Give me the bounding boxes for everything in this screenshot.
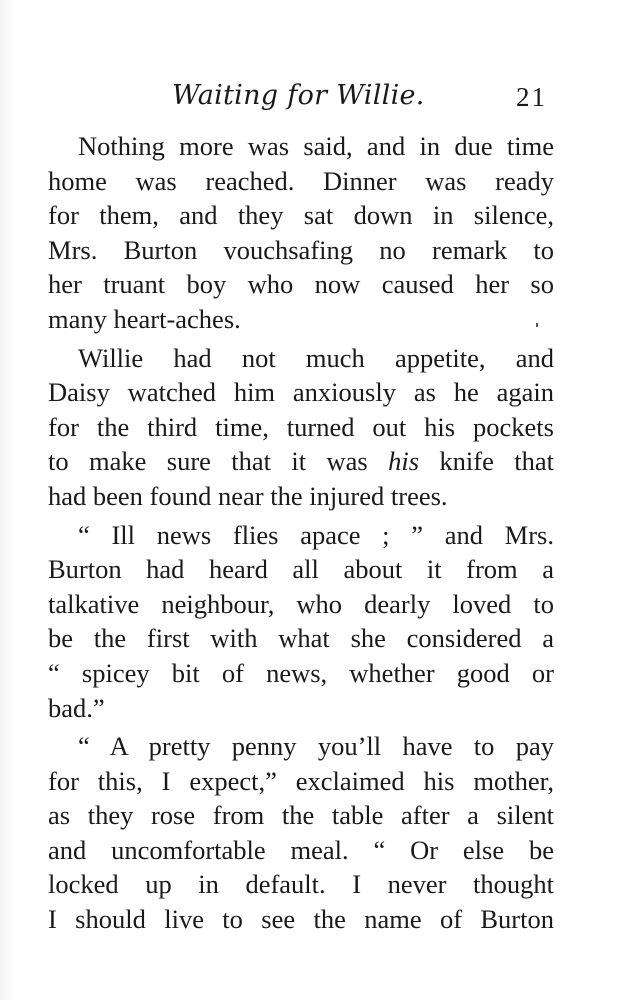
text-fragment: to make sure that it was xyxy=(48,446,389,477)
paragraph xyxy=(48,341,554,514)
text-line: “ Ill news flies apace ; ” and Mrs. xyxy=(78,519,554,550)
paragraph xyxy=(48,729,554,937)
emphasized-word: his xyxy=(388,446,420,477)
text-line: “ A pretty penny you’ll have to pay xyxy=(78,731,554,762)
running-title: Waiting for Willie. xyxy=(172,80,425,111)
text-line: locked up in default. I never thought xyxy=(48,869,554,900)
text-line: and uncomfortable meal. “ Or else be xyxy=(48,834,554,865)
ink-speck xyxy=(536,323,538,327)
paragraph xyxy=(48,129,554,337)
text-line: bad.” xyxy=(48,692,105,723)
page-number: 21 xyxy=(516,82,547,112)
body-text xyxy=(48,129,554,941)
text-line: Nothing more was said, and in due time xyxy=(78,131,554,161)
text-line xyxy=(48,444,554,479)
text-line: I should live to see the name of Burton xyxy=(48,904,554,935)
paragraph xyxy=(48,518,554,726)
text-line: for them, and they sat down in silence, xyxy=(48,200,554,231)
text-line: Burton had heard all about it from a xyxy=(48,554,554,585)
text-line: talkative neighbour, who dearly loved to xyxy=(48,588,554,619)
text-line: her truant boy who now caused her so xyxy=(48,269,554,300)
text-line: for this, I expect,” exclaimed his mother, xyxy=(48,765,554,796)
text-line: “ spicey bit of news, whether good or xyxy=(48,657,554,688)
text-line: Daisy watched him anxiously as he again xyxy=(48,377,554,408)
text-line: as they rose from the table after a silent xyxy=(48,800,554,831)
text-line: for the third time, turned out his pockets xyxy=(48,411,554,442)
text-line: Mrs. Burton vouchsafing no remark to xyxy=(48,234,554,265)
page-gutter-shadow xyxy=(0,0,14,1000)
text-line: be the first with what she considered a xyxy=(48,623,554,654)
text-line: Willie had not much appetite, and xyxy=(78,342,554,373)
text-line: many heart-aches. xyxy=(48,303,241,334)
text-fragment: knife that xyxy=(419,446,554,477)
text-line: had been found near the injured trees. xyxy=(48,480,448,511)
text-line: home was reached. Dinner was ready xyxy=(48,165,554,196)
